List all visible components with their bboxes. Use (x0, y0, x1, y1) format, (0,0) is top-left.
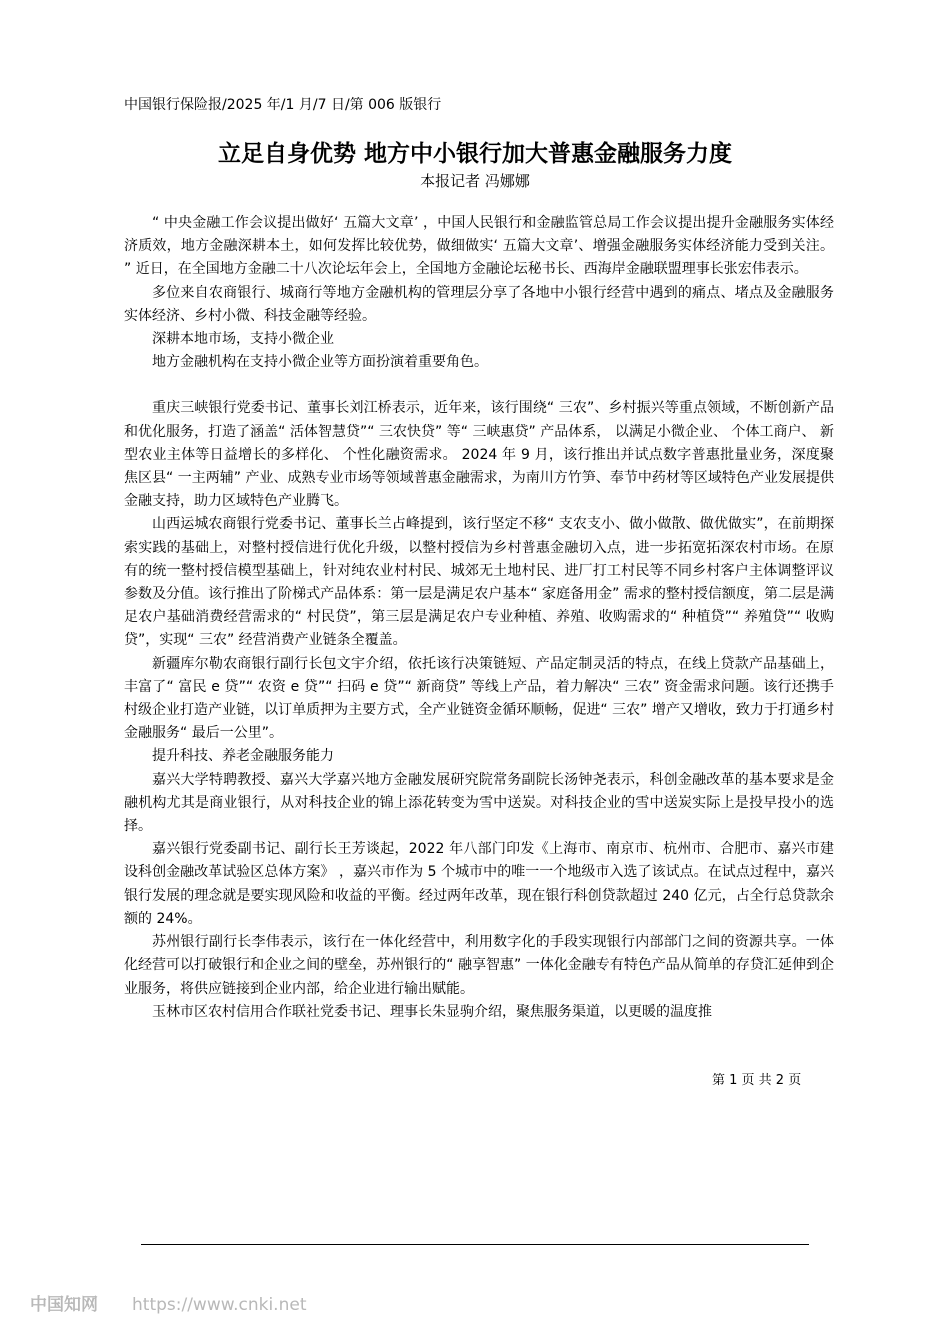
paragraph: 嘉兴银行党委副书记、副行长王芳谈起，2022 年八部门印发《上海市、南京市、杭州市、合肥市、嘉兴市建设科创金融改革试验区总体方案》 ，嘉兴市作为 5 个城市中的唯一一个地级市入选了该试点。在试点过程中，嘉兴银行发展的理念就是要实现风险和收益的平衡。经过两年改革，现在银行科创贷款超过 240 亿元，占全行总贷款余额的 24%。 (124, 841, 834, 927)
section-heading: 深耕本地市场，支持小微企业 (152, 331, 334, 348)
cnki-logo: 中国知网 (30, 1295, 98, 1315)
article-author: 本报记者 冯娜娜 (420, 172, 530, 190)
paragraph: 山西运城农商银行党委书记、董事长兰占峰提到，该行坚定不移“ 支农支小、做小做散、做优做实”，在前期探索实践的基础上，对整村授信进行优化升级，以整村授信为乡村普惠金融切入点，进一步拓宽拓深农村市场。在原有的统一整村授信模型基础上，针对纯农业村村民、城郊无土地村民、进厂打工村民等不同乡村客户主体调整评议参数及分值。该行推出了阶梯式产品体系：第一层是满足农户基本“ 家庭备用金” 需求的整村授信额度，第二层是满足农户基础消费经营需求的“ 村民贷”，第三层是满足农户专业种植、养殖、收购需求的“ 种植贷”“ 养殖贷”“ 收购贷”，实现“ 三农” 经营消费产业链条全覆盖。 (124, 516, 834, 649)
paragraph: 地方金融机构在支持小微企业等方面扮演着重要角色。 (152, 354, 488, 371)
paragraph: 多位来自农商银行、城商行等地方金融机构的管理层分享了各地中小银行经营中遇到的痛点、堵点及金融服务实体经济、乡村小微、科技金融等经验。 (124, 284, 834, 324)
article-title: 立足自身优势 地方中小银行加大普惠金融服务力度 (217, 141, 732, 167)
paragraph: 嘉兴大学特聘教授、嘉兴大学嘉兴地方金融发展研究院常务副院长汤钟尧表示，科创金融改革的基本要求是金融机构尤其是商业银行，从对科技企业的锦上添花转变为雪中送炭。对科技企业的雪中送炭实际上是投早投小的选择。 (124, 771, 834, 835)
paragraph: 玉林市区农村信用合作联社党委书记、理事长朱显驹介绍，聚焦服务渠道，以更暖的温度推 (152, 1003, 712, 1020)
blank-line (124, 374, 834, 397)
paragraph: 新疆库尔勒农商银行副行长包文宇介绍，依托该行决策链短、产品定制灵活的特点，在线上贷款产品基础上，丰富了“ 富民 e 贷”“ 农资 e 贷”“ 扫码 e 贷”“ 新商贷” 等线上产品，着力解决“ 三农” 资金需求问题。该行还携手村级企业打造产业链，以订单质押为主要方式，全产业链资金循环顺畅，促进“ 三农” 增产又增收，致力于打通乡村金融服务“ 最后一公里”。 (124, 655, 834, 742)
paragraph: 重庆三峡银行党委书记、董事长刘江桥表示，近年来，该行围绕“ 三农”、乡村振兴等重点领域，不断创新产品和优化服务，打造了涵盖“ 活体智慧贷”“ 三农快贷” 等“ 三峡惠贷” 产品体系， 以满足小微企业、 个体工商户、 新型农业主体等日益增长的多样化、 个性化融资需求。 2024 年 9 月，该行推出并试点数字普惠批量业务，深度聚焦区县“ 一主两辅” 产业、成熟专业市场等领域普惠金融需求，为南川方竹笋、奉节中药材等区域特色产业发展提供金融支持，助力区域特色产业腾飞。 (124, 400, 834, 510)
section-heading: 提升科技、养老金融服务能力 (152, 748, 334, 765)
footer-divider (141, 1244, 809, 1245)
cnki-url[interactable]: https://www.cnki.net (132, 1295, 307, 1315)
article-body (124, 212, 834, 1024)
page-number: 第 1 页 共 2 页 (712, 1073, 802, 1088)
paragraph: “ 中央金融工作会议提出做好‘ 五篇大文章’ ，中国人民银行和金融监管总局工作会议提出提升金融服务实体经济质效，地方金融深耕本土，如何发挥比较优势，做细做实‘ 五篇大文章’、增强金融服务实体经济能力受到关注。 ” 近日，在全国地方金融二十八次论坛年会上，全国地方金融论坛秘书长、西海岸金融联盟理事长张宏伟表示。 (124, 215, 834, 278)
paragraph: 苏州银行副行长李伟表示，该行在一体化经营中，利用数字化的手段实现银行内部部门之间的资源共享。一体化经营可以打破银行和企业之间的壁垒，苏州银行的“ 融享智惠” 一体化金融专有特色产品从简单的存贷汇延伸到企业服务，将供应链接到企业内部，给企业进行输出赋能。 (124, 934, 834, 997)
source-line: 中国银行保险报/2025 年/1 月/7 日/第 006 版银行 (124, 97, 442, 113)
